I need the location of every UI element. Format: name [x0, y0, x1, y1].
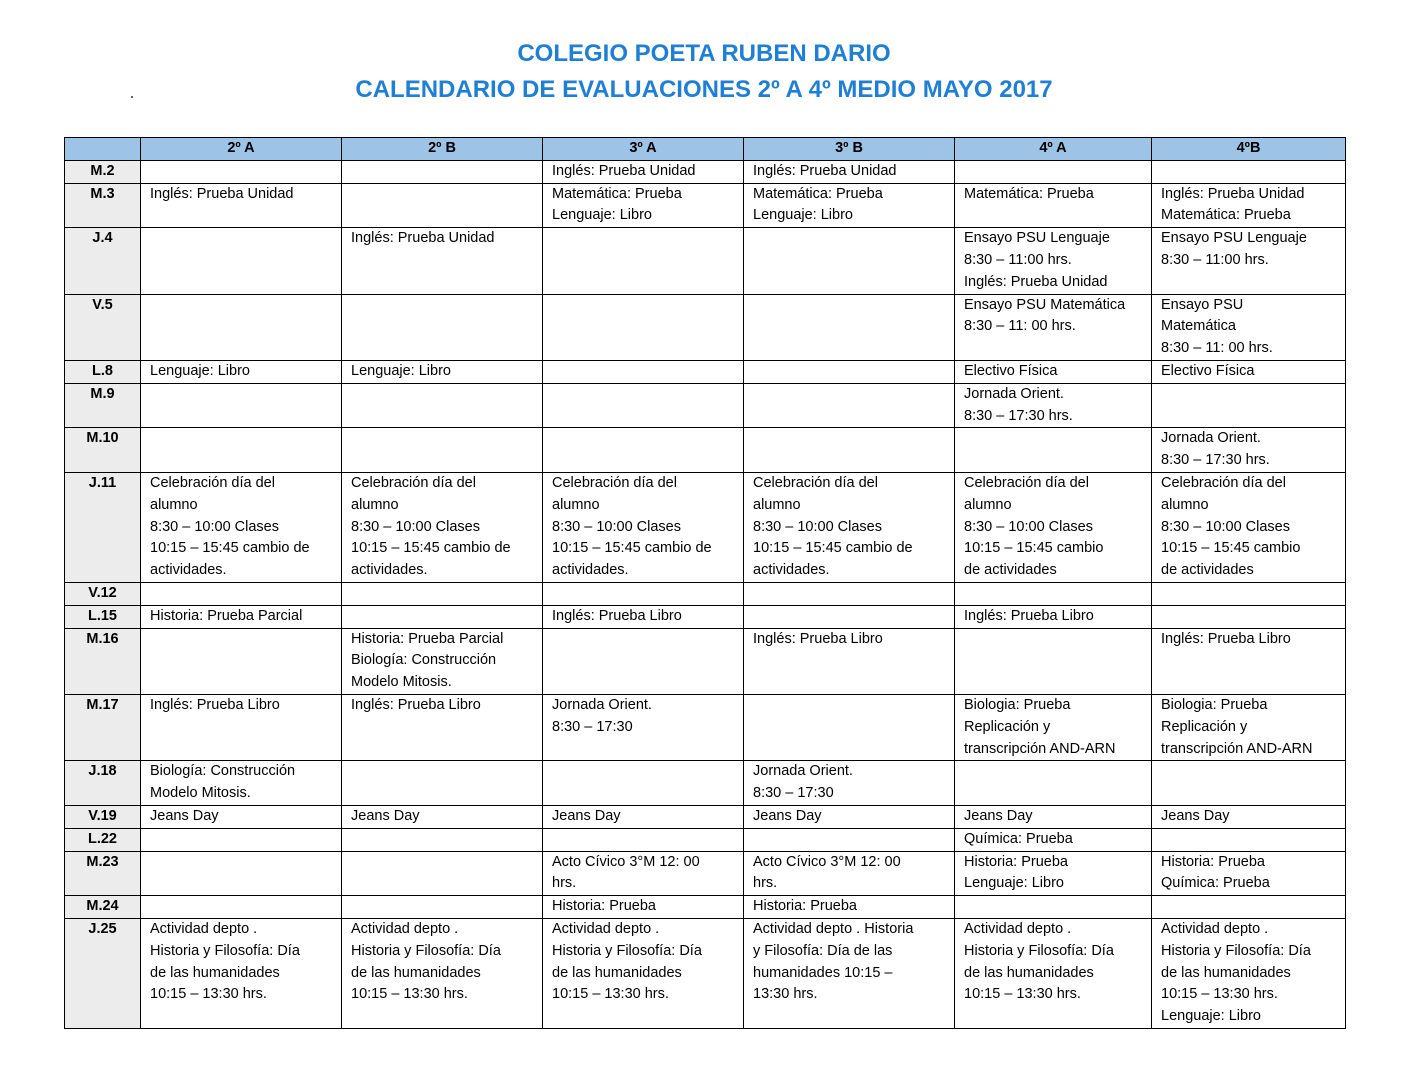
cell-text: Actividad depto .	[150, 920, 258, 937]
table-cell	[342, 428, 543, 473]
cell-text: Inglés: Prueba Libro	[964, 607, 1094, 624]
cell-text: 8:30 – 10:00 Clases	[753, 518, 882, 535]
day-label: M.17	[65, 694, 141, 760]
table-cell	[1152, 761, 1346, 806]
table-cell	[342, 228, 543, 294]
cell-text: Inglés: Prueba Unidad	[964, 273, 1108, 290]
cell-text: Ensayo PSU Lenguaje	[964, 230, 1110, 247]
cell-text: Historia y Filosofía: Día	[1161, 942, 1311, 959]
table-cell	[744, 360, 955, 383]
cell-text: actividades.	[552, 562, 629, 579]
table-cell	[744, 582, 955, 605]
cell-text: Lenguaje: Libro	[150, 362, 250, 379]
day-label: M.24	[65, 896, 141, 919]
cell-text: Inglés: Prueba Libro	[552, 607, 682, 624]
table-row	[65, 183, 1346, 228]
cell-text: de las humanidades	[351, 964, 481, 981]
table-cell	[543, 805, 744, 828]
table-cell	[1152, 896, 1346, 919]
table-cell	[543, 428, 744, 473]
table-cell	[744, 896, 955, 919]
table-row	[65, 828, 1346, 851]
cell-text: 8:30 – 10:00 Clases	[552, 518, 681, 535]
cell-text: Inglés: Prueba Unidad	[150, 185, 294, 202]
day-label: V.19	[65, 805, 141, 828]
table-cell	[342, 605, 543, 628]
table-cell	[141, 694, 342, 760]
cell-text: Celebración día del	[351, 474, 476, 491]
cell-text: Celebración día del	[753, 474, 878, 491]
cell-text: Replicación y	[964, 718, 1051, 735]
cell-text: Historia: Prueba	[753, 898, 857, 915]
cell-text: Celebración día del	[150, 474, 275, 491]
cell-text: 10:15 – 15:45 cambio de	[753, 540, 913, 557]
table-cell	[543, 628, 744, 694]
evaluation-calendar-table	[64, 137, 1346, 1029]
cell-text: 8:30 – 11: 00 hrs.	[964, 318, 1076, 335]
table-cell	[342, 294, 543, 360]
table-cell	[543, 694, 744, 760]
cell-text: alumno	[964, 496, 1012, 513]
column-header: 3º A	[543, 138, 744, 161]
cell-text: Biología: Construcción	[351, 652, 497, 669]
cell-text: Matemática: Prueba	[753, 185, 883, 202]
table-cell	[543, 828, 744, 851]
cell-text: Matemática	[1161, 318, 1236, 335]
table-cell	[141, 918, 342, 1028]
table-cell	[543, 228, 744, 294]
table-row	[65, 472, 1346, 582]
table-row	[65, 228, 1346, 294]
table-cell	[141, 428, 342, 473]
table-cell	[1152, 360, 1346, 383]
table-cell	[955, 294, 1152, 360]
cell-text: Jeans Day	[1161, 807, 1230, 824]
cell-text: 8:30 – 10:00 Clases	[964, 518, 1093, 535]
table-cell	[543, 761, 744, 806]
cell-text: Jeans Day	[150, 807, 219, 824]
table-cell	[955, 160, 1152, 183]
table-cell	[1152, 160, 1346, 183]
cell-text: Historia y Filosofía: Día	[552, 942, 702, 959]
table-cell	[543, 360, 744, 383]
table-cell	[1152, 805, 1346, 828]
cell-text: Actividad depto .	[351, 920, 459, 937]
calendar-title: CALENDARIO DE EVALUACIONES 2º A 4º MEDIO MAYO 2017	[355, 76, 1053, 103]
column-header: 2º A	[141, 138, 342, 161]
table-cell	[342, 761, 543, 806]
cell-text: Actividad depto . Historia	[753, 920, 914, 937]
table-cell	[543, 294, 744, 360]
cell-text: Historia: Prueba Parcial	[150, 607, 303, 624]
table-cell	[1152, 918, 1346, 1028]
stray-dot	[131, 96, 133, 98]
table-cell	[955, 761, 1152, 806]
cell-text: Lenguaje: Libro	[964, 875, 1064, 892]
table-cell	[1152, 828, 1346, 851]
cell-text: Jeans Day	[552, 807, 621, 824]
cell-text: Lenguaje: Libro	[351, 362, 451, 379]
table-cell	[141, 228, 342, 294]
table-cell	[955, 428, 1152, 473]
table-cell	[141, 605, 342, 628]
cell-text: 8:30 – 11: 00 hrs.	[1161, 340, 1273, 357]
cell-text: transcripción AND-ARN	[964, 740, 1116, 757]
corner-cell	[65, 138, 141, 161]
cell-text: 10:15 – 13:30 hrs.	[964, 986, 1081, 1003]
cell-text: Celebración día del	[964, 474, 1089, 491]
cell-text: 8:30 – 17:30 hrs.	[1161, 452, 1270, 469]
table-row	[65, 628, 1346, 694]
table-cell	[543, 383, 744, 428]
day-label: M.3	[65, 183, 141, 228]
day-label: M.2	[65, 160, 141, 183]
table-row	[65, 160, 1346, 183]
cell-text: Jornada Orient.	[1161, 430, 1261, 447]
cell-text: Biología: Construcción	[150, 763, 296, 780]
table-cell	[955, 628, 1152, 694]
cell-text: Historia y Filosofía: Día	[351, 942, 501, 959]
table-cell	[744, 472, 955, 582]
cell-text: 10:15 – 15:45 cambio de	[150, 540, 310, 557]
cell-text: de las humanidades	[150, 964, 280, 981]
cell-text: Acto Cívico 3°M 12: 00	[753, 853, 901, 870]
cell-text: 8:30 – 10:00 Clases	[1161, 518, 1290, 535]
cell-text: Electivo Física	[1161, 362, 1255, 379]
table-row	[65, 694, 1346, 760]
cell-text: humanidades 10:15 –	[753, 964, 893, 981]
day-label: J.11	[65, 472, 141, 582]
table-cell	[955, 582, 1152, 605]
cell-text: Inglés: Prueba Unidad	[552, 162, 696, 179]
cell-text: Lenguaje: Libro	[753, 207, 853, 224]
cell-text: Celebración día del	[552, 474, 677, 491]
cell-text: de las humanidades	[552, 964, 682, 981]
table-cell	[342, 160, 543, 183]
table-cell	[141, 294, 342, 360]
table-row	[65, 918, 1346, 1028]
cell-text: Inglés: Prueba Libro	[753, 630, 883, 647]
cell-text: Matemática: Prueba	[1161, 207, 1291, 224]
day-label: M.16	[65, 628, 141, 694]
table-cell	[342, 828, 543, 851]
table-row	[65, 582, 1346, 605]
school-title: COLEGIO POETA RUBEN DARIO	[517, 40, 891, 67]
table-cell	[955, 896, 1152, 919]
cell-text: 8:30 – 11:00 hrs.	[1161, 251, 1269, 268]
cell-text: Replicación y	[1161, 718, 1248, 735]
cell-text: hrs.	[552, 875, 577, 892]
cell-text: 10:15 – 13:30 hrs.	[150, 986, 267, 1003]
cell-text: Inglés: Prueba Unidad	[753, 162, 897, 179]
cell-text: de las humanidades	[1161, 964, 1291, 981]
cell-text: Inglés: Prueba Libro	[150, 696, 280, 713]
table-row	[65, 360, 1346, 383]
cell-text: Acto Cívico 3°M 12: 00	[552, 853, 700, 870]
cell-text: hrs.	[753, 875, 778, 892]
calendar-body	[65, 160, 1346, 1028]
table-row	[65, 605, 1346, 628]
table-cell	[744, 918, 955, 1028]
cell-text: Jeans Day	[964, 807, 1033, 824]
table-cell	[1152, 582, 1346, 605]
table-cell	[342, 360, 543, 383]
cell-text: Jeans Day	[351, 807, 420, 824]
table-cell	[342, 183, 543, 228]
cell-text: de actividades	[1161, 562, 1254, 579]
table-cell	[955, 851, 1152, 896]
cell-text: Jornada Orient.	[964, 385, 1064, 402]
cell-text: 8:30 – 10:00 Clases	[351, 518, 480, 535]
cell-text: 10:15 – 13:30 hrs.	[351, 986, 468, 1003]
cell-text: 8:30 – 17:30 hrs.	[964, 407, 1073, 424]
table-cell	[543, 582, 744, 605]
cell-text: Celebración día del	[1161, 474, 1286, 491]
cell-text: Biologia: Prueba	[1161, 696, 1268, 713]
table-cell	[1152, 183, 1346, 228]
table-row	[65, 294, 1346, 360]
cell-text: 10:15 – 13:30 hrs.	[552, 986, 669, 1003]
cell-text: Ensayo PSU Lenguaje	[1161, 230, 1307, 247]
cell-text: Modelo Mitosis.	[351, 674, 452, 691]
table-cell	[744, 828, 955, 851]
table-cell	[543, 472, 744, 582]
cell-text: 10:15 – 15:45 cambio	[964, 540, 1104, 557]
cell-text: Actividad depto .	[1161, 920, 1269, 937]
cell-text: Inglés: Prueba Libro	[351, 696, 481, 713]
cell-text: Inglés: Prueba Unidad	[351, 230, 495, 247]
column-header: 4ºB	[1152, 138, 1346, 161]
cell-text: Historia: Prueba	[552, 898, 656, 915]
cell-text: de actividades	[964, 562, 1057, 579]
table-cell	[744, 805, 955, 828]
cell-text: Química: Prueba	[964, 830, 1073, 847]
cell-text: alumno	[552, 496, 600, 513]
cell-text: 13:30 hrs.	[753, 986, 818, 1003]
table-cell	[543, 605, 744, 628]
cell-text: alumno	[753, 496, 801, 513]
table-cell	[1152, 228, 1346, 294]
table-cell	[342, 383, 543, 428]
table-cell	[141, 183, 342, 228]
table-cell	[955, 605, 1152, 628]
table-cell	[141, 360, 342, 383]
cell-text: Modelo Mitosis.	[150, 785, 251, 802]
table-cell	[342, 628, 543, 694]
table-cell	[744, 160, 955, 183]
cell-text: Actividad depto .	[964, 920, 1072, 937]
table-cell	[342, 472, 543, 582]
column-header: 3º B	[744, 138, 955, 161]
table-cell	[744, 228, 955, 294]
day-label: L.22	[65, 828, 141, 851]
table-cell	[141, 628, 342, 694]
table-cell	[342, 918, 543, 1028]
cell-text: 10:15 – 15:45 cambio	[1161, 540, 1301, 557]
table-cell	[744, 605, 955, 628]
cell-text: Inglés: Prueba Unidad	[1161, 185, 1305, 202]
column-header: 4º A	[955, 138, 1152, 161]
table-cell	[955, 383, 1152, 428]
day-label: V.12	[65, 582, 141, 605]
cell-text: Historia: Prueba Parcial	[351, 630, 504, 647]
table-cell	[744, 851, 955, 896]
cell-text: alumno	[1161, 496, 1209, 513]
table-cell	[744, 383, 955, 428]
table-cell	[744, 628, 955, 694]
day-label: M.10	[65, 428, 141, 473]
day-label: J.25	[65, 918, 141, 1028]
table-cell	[543, 160, 744, 183]
cell-text: Jornada Orient.	[753, 763, 853, 780]
day-label: L.8	[65, 360, 141, 383]
day-label: M.9	[65, 383, 141, 428]
day-label: J.4	[65, 228, 141, 294]
cell-text: Jornada Orient.	[552, 696, 652, 713]
table-row	[65, 805, 1346, 828]
table-cell	[141, 851, 342, 896]
table-row	[65, 383, 1346, 428]
cell-text: Actividad depto .	[552, 920, 660, 937]
cell-text: de las humanidades	[964, 964, 1094, 981]
table-cell	[955, 183, 1152, 228]
cell-text: Electivo Física	[964, 362, 1058, 379]
cell-text: 8:30 – 11:00 hrs.	[964, 251, 1072, 268]
table-cell	[955, 360, 1152, 383]
cell-text: Historia: Prueba	[964, 853, 1068, 870]
header-row	[65, 138, 1346, 161]
table-cell	[543, 918, 744, 1028]
cell-text: y Filosofía: Día de las	[753, 942, 893, 959]
cell-text: Biologia: Prueba	[964, 696, 1071, 713]
cell-text: Historia y Filosofía: Día	[150, 942, 300, 959]
table-cell	[744, 183, 955, 228]
day-label: M.23	[65, 851, 141, 896]
cell-text: Historia: Prueba	[1161, 853, 1265, 870]
day-label: L.15	[65, 605, 141, 628]
table-cell	[1152, 383, 1346, 428]
table-cell	[1152, 472, 1346, 582]
table-cell	[543, 183, 744, 228]
table-cell	[141, 761, 342, 806]
cell-text: 10:15 – 15:45 cambio de	[552, 540, 712, 557]
table-cell	[342, 582, 543, 605]
table-cell	[1152, 851, 1346, 896]
table-cell	[141, 383, 342, 428]
day-label: J.18	[65, 761, 141, 806]
cell-text: 10:15 – 15:45 cambio de	[351, 540, 511, 557]
cell-text: Lenguaje: Libro	[552, 207, 652, 224]
table-cell	[141, 472, 342, 582]
table-cell	[1152, 428, 1346, 473]
cell-text: Jeans Day	[753, 807, 822, 824]
cell-text: Química: Prueba	[1161, 875, 1270, 892]
table-row	[65, 761, 1346, 806]
cell-text: actividades.	[753, 562, 830, 579]
column-header: 2º B	[342, 138, 543, 161]
cell-text: alumno	[150, 496, 198, 513]
table-cell	[141, 805, 342, 828]
table-cell	[342, 694, 543, 760]
table-cell	[955, 918, 1152, 1028]
table-cell	[744, 694, 955, 760]
day-label: V.5	[65, 294, 141, 360]
table-cell	[744, 761, 955, 806]
cell-text: 8:30 – 10:00 Clases	[150, 518, 279, 535]
cell-text: actividades.	[351, 562, 428, 579]
cell-text: 10:15 – 13:30 hrs.	[1161, 986, 1278, 1003]
table-cell	[955, 828, 1152, 851]
cell-text: Ensayo PSU Matemática	[964, 296, 1126, 313]
table-cell	[955, 472, 1152, 582]
table-cell	[744, 294, 955, 360]
table-cell	[141, 582, 342, 605]
table-cell	[1152, 694, 1346, 760]
table-cell	[1152, 605, 1346, 628]
table-cell	[543, 896, 744, 919]
table-cell	[342, 896, 543, 919]
cell-text: 8:30 – 17:30	[753, 785, 834, 802]
cell-text: Historia y Filosofía: Día	[964, 942, 1114, 959]
table-cell	[141, 828, 342, 851]
table-cell	[955, 805, 1152, 828]
cell-text: transcripción AND-ARN	[1161, 740, 1313, 757]
table-cell	[1152, 628, 1346, 694]
table-row	[65, 428, 1346, 473]
table-row	[65, 896, 1346, 919]
cell-text: 8:30 – 17:30	[552, 718, 633, 735]
table-cell	[955, 228, 1152, 294]
table-cell	[141, 160, 342, 183]
table-cell	[342, 851, 543, 896]
cell-text: Matemática: Prueba	[552, 185, 682, 202]
table-cell	[955, 694, 1152, 760]
cell-text: Lenguaje: Libro	[1161, 1008, 1261, 1025]
cell-text: Inglés: Prueba Libro	[1161, 630, 1291, 647]
cell-text: alumno	[351, 496, 399, 513]
table-cell	[543, 851, 744, 896]
table-cell	[1152, 294, 1346, 360]
table-cell	[342, 805, 543, 828]
table-row	[65, 851, 1346, 896]
table-cell	[141, 896, 342, 919]
cell-text: actividades.	[150, 562, 227, 579]
cell-text: Ensayo PSU	[1161, 296, 1244, 313]
cell-text: Matemática: Prueba	[964, 185, 1094, 202]
table-cell	[744, 428, 955, 473]
